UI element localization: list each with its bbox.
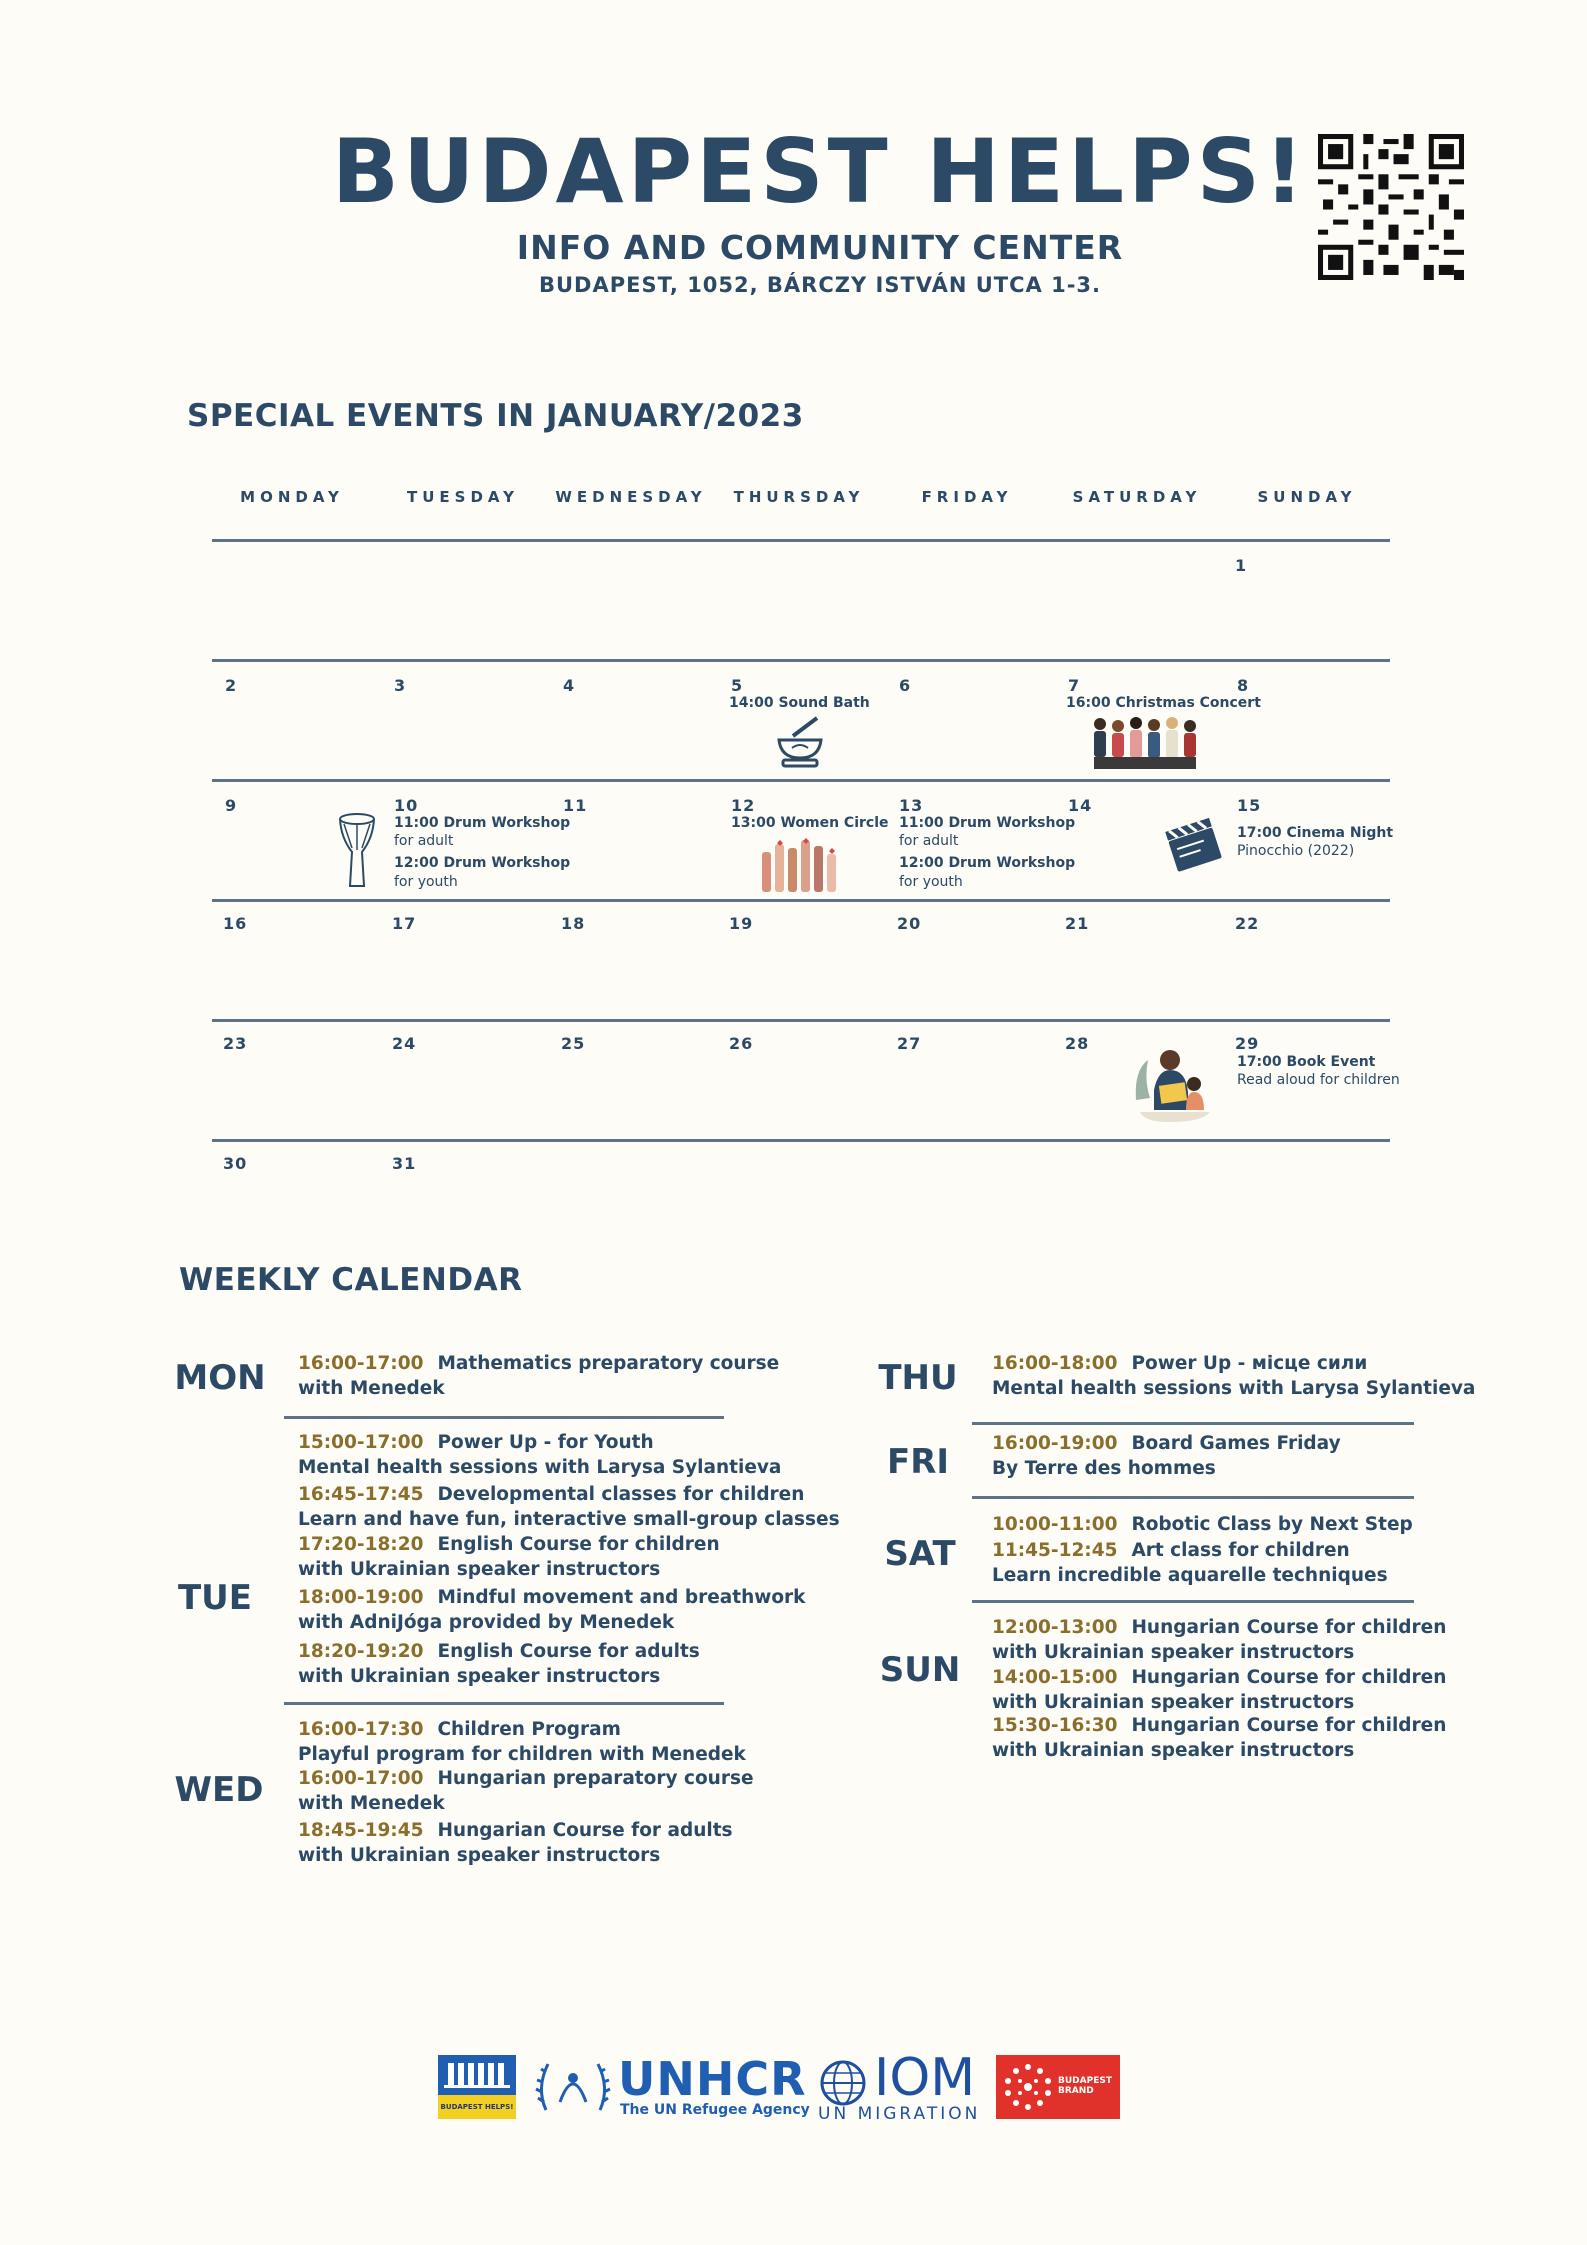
weekday-label: SATURDAY — [1072, 488, 1202, 506]
weekly-item[interactable]: 16:00-17:30 Children Program Playful program for children with Menedek — [298, 1719, 746, 1765]
calendar-rule — [212, 1019, 1390, 1022]
weekly-item[interactable]: 16:00-19:00 Board Games Friday By Terre des hommes — [992, 1433, 1341, 1479]
weekday-label: SUNDAY — [1257, 488, 1357, 506]
event-drum-workshop[interactable]: 11:00 Drum Workshop for adult 12:00 Drum Workshop for youth — [394, 815, 571, 890]
weekday-label: THU — [878, 1358, 958, 1398]
iom-logo-text: IOM — [874, 2048, 976, 2108]
weekly-item[interactable]: 16:00-17:00 Mathematics preparatory course with Menedek — [298, 1353, 780, 1399]
weekly-item[interactable]: 18:20-19:20 English Course for adults with Ukrainian speaker instructors — [298, 1641, 700, 1687]
calendar-day: 18 — [561, 914, 586, 933]
calendar-day: 22 — [1235, 914, 1260, 933]
weekly-item[interactable]: 18:45-19:45 Hungarian Course for adults with Ukrainian speaker instructors — [298, 1820, 733, 1866]
calendar-day: 26 — [729, 1034, 754, 1053]
event-christmas-concert[interactable]: 16:00 Christmas Concert — [1066, 695, 1261, 711]
calendar-rule — [212, 539, 1390, 542]
iom-tagline: UN MIGRATION — [818, 2104, 981, 2124]
raised-hands-icon — [756, 836, 846, 892]
weekly-divider — [284, 1416, 724, 1419]
weekday-label: TUESDAY — [407, 488, 519, 506]
weekly-item[interactable]: 11:45-12:45 Art class for children Learn incredible aquarelle techniques — [992, 1540, 1388, 1586]
calendar-day: 31 — [392, 1154, 417, 1173]
calendar-rule — [212, 899, 1390, 902]
address: BUDAPEST, 1052, BÁRCZY ISTVÁN UTCA 1-3. — [538, 273, 1102, 297]
weekday-label: MONDAY — [240, 488, 344, 506]
djembe-drum-icon — [338, 812, 376, 890]
weekday-label: WED — [174, 1770, 264, 1810]
calendar-rule — [212, 659, 1390, 662]
weekly-divider — [972, 1496, 1414, 1499]
weekly-item[interactable]: 16:00-18:00 Power Up - місце сили Mental health sessions with Larysa Sylantieva — [992, 1353, 1476, 1399]
special-events-title: SPECIAL EVENTS IN JANUARY/2023 — [187, 398, 804, 434]
weekly-divider — [972, 1422, 1414, 1425]
weekday-label: TUE — [177, 1578, 253, 1618]
calendar-day: 1 — [1235, 556, 1248, 575]
calendar-day: 6 — [899, 676, 912, 695]
weekly-item[interactable]: 18:00-19:00 Mindful movement and breathwork with AdniJóga provided by Menedek — [298, 1587, 806, 1633]
clapperboard-icon — [1164, 814, 1222, 872]
calendar-day: 20 — [897, 914, 922, 933]
reading-family-icon — [1130, 1040, 1214, 1124]
calendar-day: 21 — [1065, 914, 1090, 933]
calendar-day: 11 — [563, 796, 588, 815]
weekday-label: THURSDAY — [733, 488, 865, 506]
calendar-day: 9 — [225, 796, 238, 815]
weekday-label: WEDNESDAY — [555, 488, 707, 506]
calendar-day: 28 — [1065, 1034, 1090, 1053]
calendar-day: 19 — [729, 914, 754, 933]
weekly-item[interactable]: 12:00-13:00 Hungarian Course for children with Ukrainian speaker instructors — [992, 1617, 1447, 1663]
unhcr-tagline: The UN Refugee Agency — [620, 2102, 810, 2118]
weekly-item[interactable]: 10:00-11:00 Robotic Class by Next Step — [992, 1514, 1413, 1535]
weekly-item[interactable]: 16:00-17:00 Hungarian preparatory course with Menedek — [298, 1768, 754, 1814]
budapest-brand-logo — [996, 2055, 1120, 2119]
calendar-day: 8 — [1237, 676, 1250, 695]
qr-code[interactable] — [1318, 134, 1464, 280]
calendar-day: 16 — [223, 914, 248, 933]
calendar-day: 24 — [392, 1034, 417, 1053]
calendar-day: 5 — [731, 676, 744, 695]
weekly-divider — [284, 1702, 724, 1705]
calendar-day: 15 — [1237, 796, 1262, 815]
event-book-event[interactable]: 17:00 Book Event Read aloud for children — [1237, 1054, 1400, 1089]
weekly-item[interactable]: 16:45-17:45 Developmental classes for children Learn and have fun, interactive small-group classes — [298, 1484, 840, 1530]
event-sound-bath[interactable]: 14:00 Sound Bath — [729, 695, 870, 711]
page-subtitle: INFO AND COMMUNITY CENTER — [516, 228, 1124, 267]
calendar-day: 3 — [394, 676, 407, 695]
weekly-calendar-title: WEEKLY CALENDAR — [179, 1262, 523, 1298]
weekday-label: MON — [174, 1358, 266, 1398]
singing-bowl-icon — [775, 714, 825, 768]
calendar-day: 17 — [392, 914, 417, 933]
weekday-label: FRI — [886, 1442, 950, 1482]
calendar-day: 2 — [225, 676, 238, 695]
budapest-helps-logo — [438, 2055, 516, 2119]
event-drum-workshop[interactable]: 11:00 Drum Workshop for adult 12:00 Drum Workshop for youth — [899, 815, 1076, 890]
weekday-label: SAT — [884, 1534, 956, 1574]
calendar-day: 13 — [899, 796, 924, 815]
weekly-item[interactable]: 17:20-18:20 English Course for children with Ukrainian speaker instructors — [298, 1534, 720, 1580]
weekly-item[interactable]: 14:00-15:00 Hungarian Course for children with Ukrainian speaker instructors — [992, 1667, 1447, 1713]
calendar-day: 4 — [563, 676, 576, 695]
unhcr-emblem-icon — [534, 2052, 612, 2122]
event-cinema-night[interactable]: 17:00 Cinema Night Pinocchio (2022) — [1237, 825, 1394, 860]
weekly-item[interactable]: 15:00-17:00 Power Up - for Youth Mental health sessions with Larysa Sylantieva — [298, 1432, 782, 1478]
calendar-day: 14 — [1068, 796, 1093, 815]
iom-globe-icon — [818, 2058, 868, 2108]
calendar-day: 12 — [731, 796, 756, 815]
weekday-label: SUN — [879, 1650, 961, 1690]
weekly-item[interactable]: 15:30-16:30 Hungarian Course for children with Ukrainian speaker instructors — [992, 1715, 1447, 1761]
page-title: BUDAPEST HELPS! — [331, 120, 1309, 223]
calendar-day: 23 — [223, 1034, 248, 1053]
budapest-brand-text: BUDAPEST BRAND — [1058, 2076, 1112, 2096]
choir-singers-icon — [1090, 714, 1210, 774]
calendar-rule — [212, 1139, 1390, 1142]
event-women-circle[interactable]: 13:00 Women Circle — [731, 815, 889, 831]
calendar-day: 27 — [897, 1034, 922, 1053]
calendar-day: 10 — [394, 796, 419, 815]
calendar-rule — [212, 779, 1390, 782]
calendar-day: 7 — [1068, 676, 1081, 695]
weekday-label: FRIDAY — [921, 488, 1013, 506]
calendar-day: 30 — [223, 1154, 248, 1173]
unhcr-logo-text: UNHCR — [618, 2052, 807, 2106]
weekly-divider — [972, 1600, 1414, 1603]
calendar-day: 29 — [1235, 1034, 1260, 1053]
calendar-day: 25 — [561, 1034, 586, 1053]
budapest-helps-logo-text: BUDAPEST HELPS! — [440, 2103, 514, 2111]
